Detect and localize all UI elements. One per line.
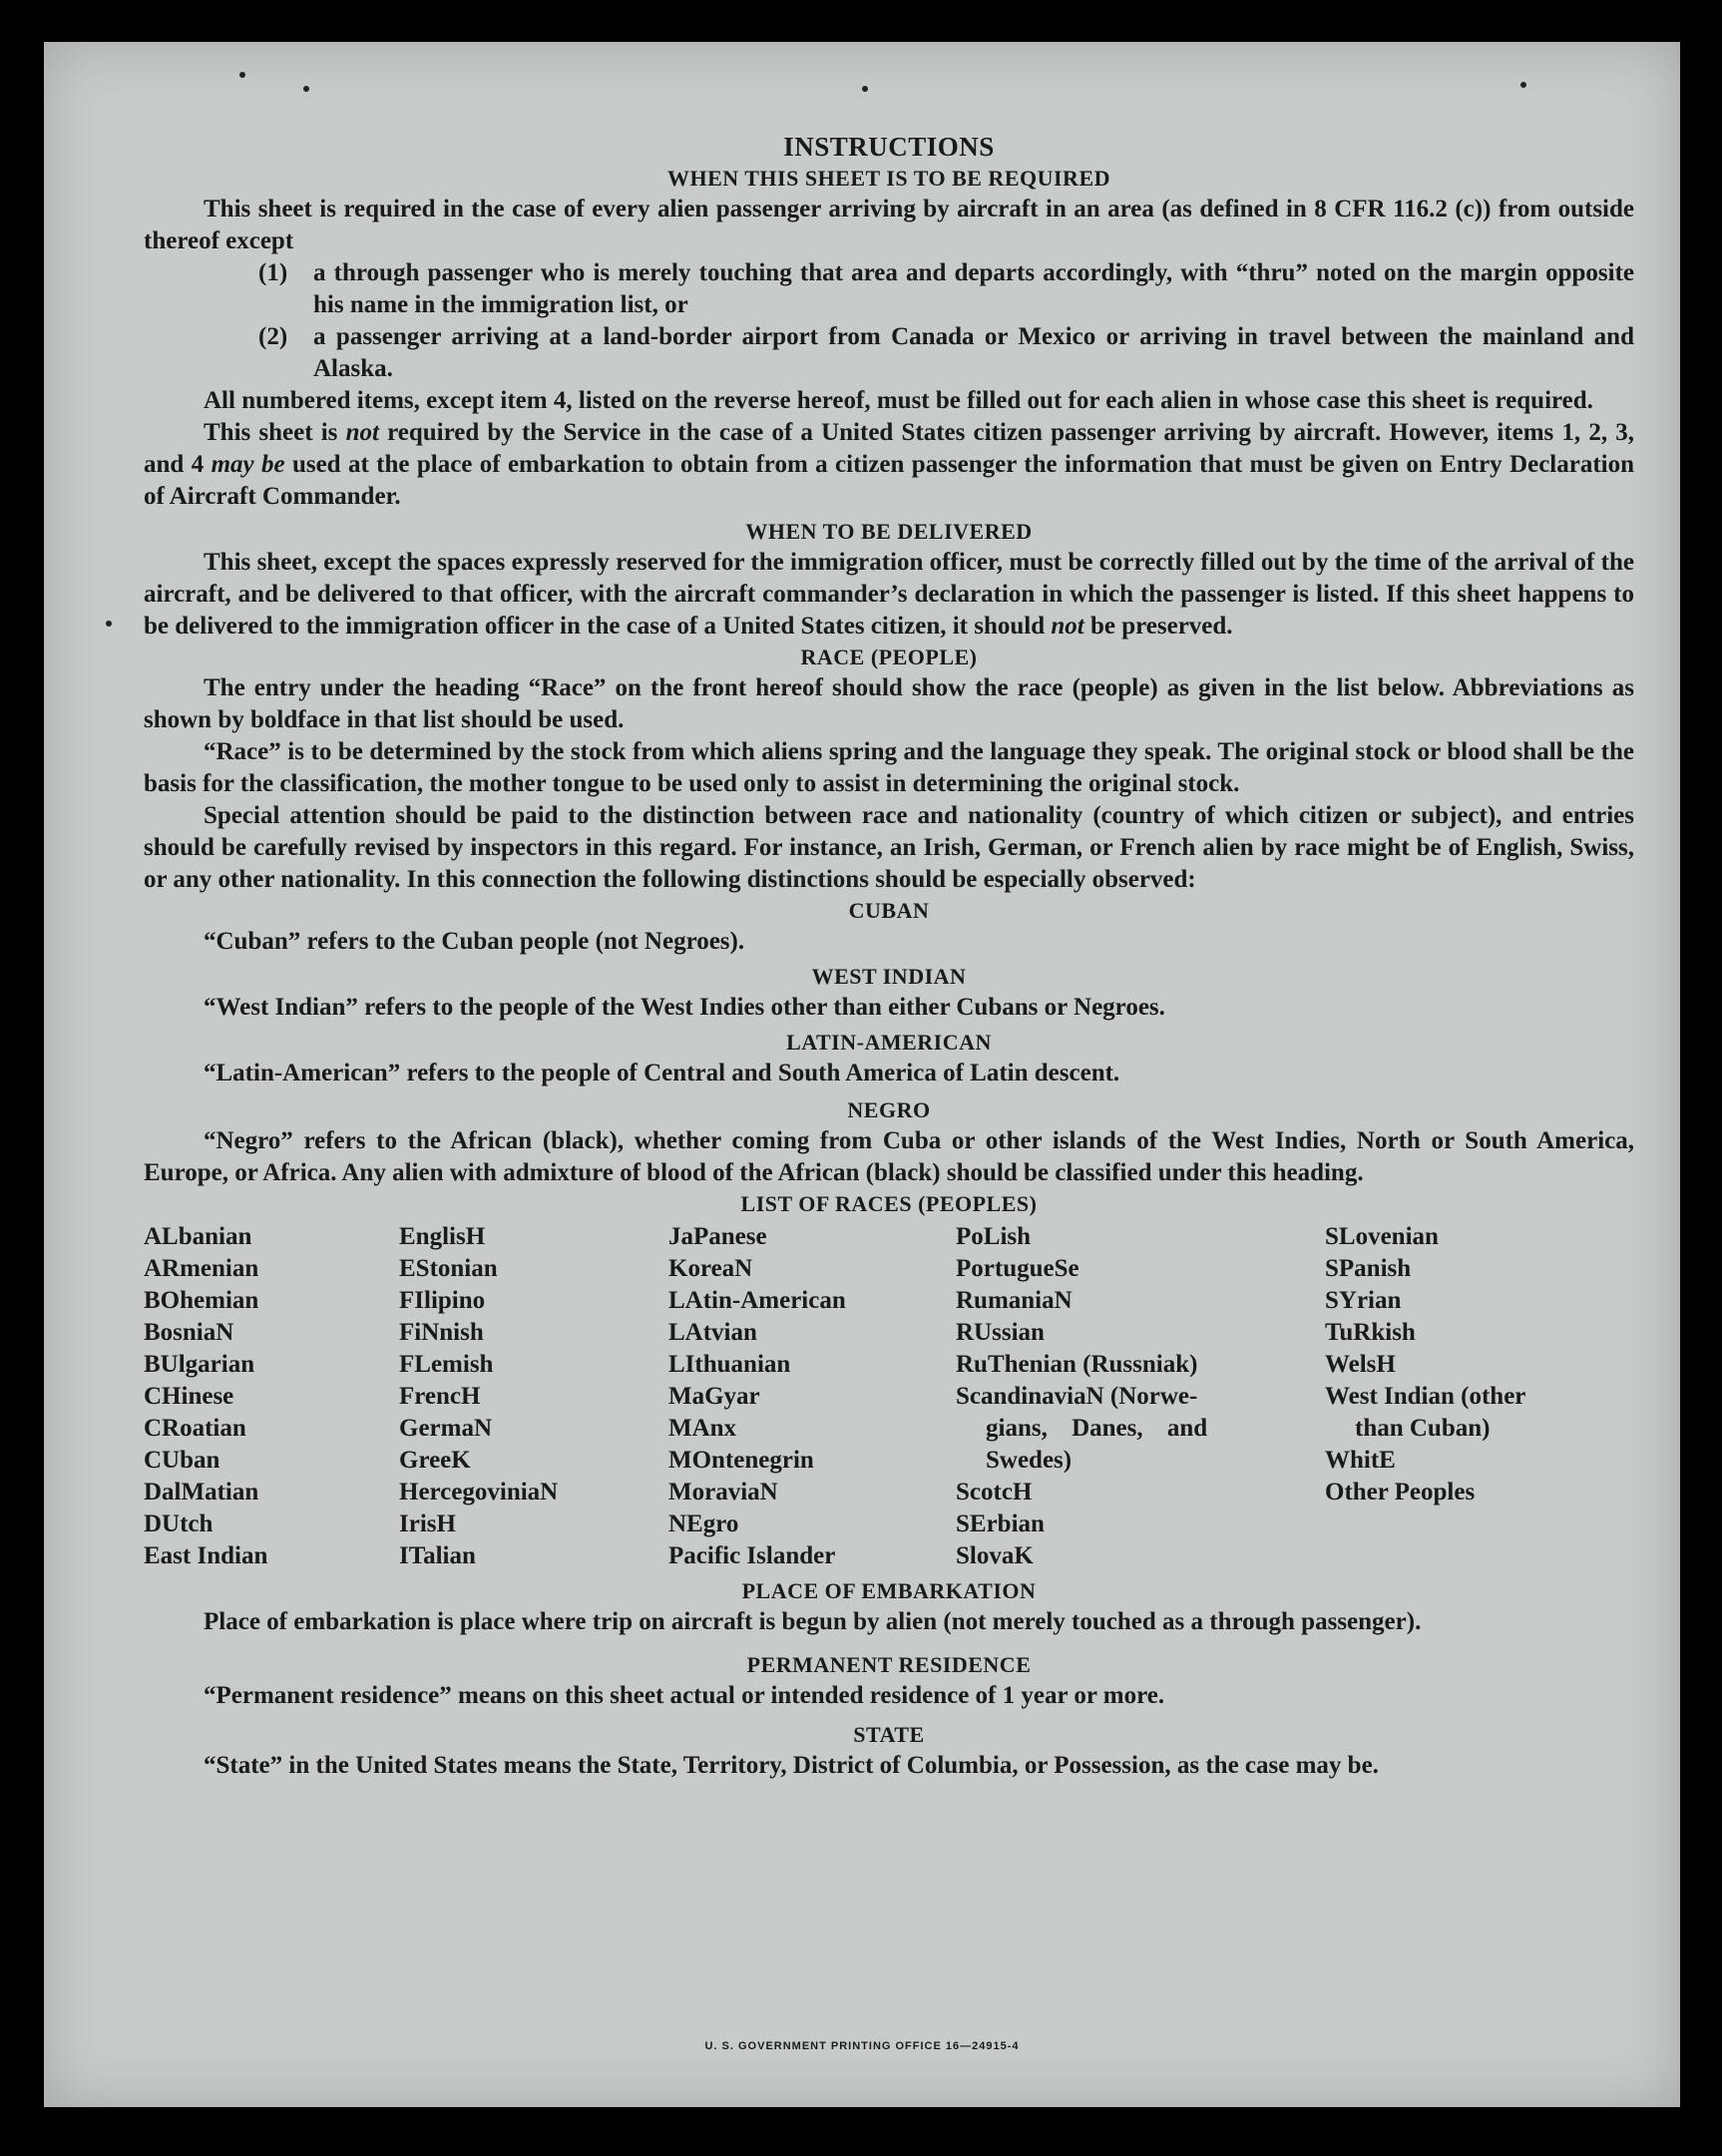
section-heading-delivered: WHEN TO BE DELIVERED xyxy=(745,519,1033,544)
race-entry: DUtch xyxy=(144,1510,214,1537)
paragraph: “State” in the United States means the State, Territory, District of Columbia, or Possession, as the case may be. xyxy=(204,1752,1379,1779)
paragraph: “Race” is to be determined by the stock from which aliens spring and the language they speak. The original stock or blood shall be the basis for the classification, the mother tongue to be used only to assist in determining the original stock. xyxy=(144,738,1634,797)
race-entry: BOhemian xyxy=(144,1287,259,1314)
race-entry: SLovenian xyxy=(1325,1223,1439,1250)
race-entry: gians, Danes, and xyxy=(986,1415,1208,1442)
item-number: (2) xyxy=(258,323,288,350)
section-heading-race: RACE (PEOPLE) xyxy=(800,645,978,669)
race-entry: MOntenegrin xyxy=(668,1447,814,1474)
race-entry: GermaN xyxy=(399,1415,493,1442)
race-entry: PortugueSe xyxy=(956,1255,1079,1282)
section-heading-embarkation: PLACE OF EMBARKATION xyxy=(741,1578,1037,1603)
paragraph: This sheet is not required by the Service in the case of a United States citizen passenger arriving by aircraft. However, items 1, 2, 3, and 4 may be used at the place of embarkation to obtain from a citizen passenger the information that must be given on Entry Declaration of Aircraft Commander. xyxy=(144,419,1635,510)
race-entry: HercegoviniaN xyxy=(399,1479,559,1506)
race-entry: JaPanese xyxy=(668,1223,767,1250)
race-entry: MAnx xyxy=(668,1415,737,1442)
section-heading-cuban: CUBAN xyxy=(848,898,930,923)
punch-mark xyxy=(862,86,868,92)
race-entry: ScandinaviaN (Norwe- xyxy=(956,1383,1198,1410)
race-entry: LAtvian xyxy=(668,1319,757,1346)
race-entry: PoLish xyxy=(956,1223,1032,1250)
item-number: (1) xyxy=(258,259,288,286)
paragraph: This sheet is required in the case of every alien passenger arriving by aircraft in an area (as defined in 8 CFR 116.2 (c)) from outside thereof except xyxy=(144,196,1634,254)
punch-mark xyxy=(303,86,309,92)
item-text: a through passenger who is merely touching that area and departs accordingly, with “thru” noted on the margin opposite his name in the immigration list, or xyxy=(313,259,1634,318)
race-entry: SPanish xyxy=(1325,1255,1412,1282)
paragraph: “Latin-American” refers to the people of Central and South America of Latin descent. xyxy=(204,1060,1120,1086)
race-entry: EnglisH xyxy=(399,1223,486,1250)
race-entry: ITalian xyxy=(399,1542,476,1569)
race-entry: LIthuanian xyxy=(668,1351,791,1378)
printing-office-footer: U. S. GOVERNMENT PRINTING OFFICE 16—24915-4 xyxy=(704,2040,1020,2052)
section-heading-state: STATE xyxy=(853,1722,925,1747)
punch-mark xyxy=(106,621,112,627)
paragraph: Special attention should be paid to the distinction between race and nationality (country of which citizen or subject), and entries should be carefully revised by inspectors in this regard. For instance, an Irish, German, or French alien by race might be of English, Swiss, or any other nationality. In this connection the following distinctions should be especially observed: xyxy=(144,802,1634,893)
race-entry: Swedes) xyxy=(986,1447,1073,1474)
section-heading-permanent-residence: PERMANENT RESIDENCE xyxy=(746,1652,1032,1677)
race-entry: EStonian xyxy=(399,1255,498,1282)
race-entry: ARmenian xyxy=(144,1255,259,1282)
race-entry: KoreaN xyxy=(668,1255,753,1282)
paragraph: The entry under the heading “Race” on the front hereof should show the race (people) as given in the list below. Abbreviations as shown by boldface in that list should be used. xyxy=(144,674,1634,733)
race-entry: Other Peoples xyxy=(1325,1479,1476,1506)
paragraph: “Cuban” refers to the Cuban people (not Negroes). xyxy=(204,928,745,955)
list-item xyxy=(258,321,1634,385)
races-list xyxy=(144,1221,1634,1572)
item-text: a passenger arriving at a land-border airport from Canada or Mexico or arriving in travel between the mainland and Alaska. xyxy=(313,323,1634,382)
paragraph: “West Indian” refers to the people of the West Indies other than either Cubans or Negroes. xyxy=(204,994,1165,1021)
race-entry: West Indian (other xyxy=(1325,1383,1526,1410)
race-entry: CHinese xyxy=(144,1383,234,1410)
race-entry: WhitE xyxy=(1325,1447,1396,1474)
paragraph: “Negro” refers to the African (black), whether coming from Cuba or other islands of the West Indies, North or South America, Europe, or Africa. Any alien with admixture of blood of the African (black) should be classified under this heading. xyxy=(144,1127,1634,1186)
section-heading-west-indian: WEST INDIAN xyxy=(811,964,967,989)
race-entry: RuThenian (Russniak) xyxy=(956,1351,1198,1378)
races-column xyxy=(668,1221,956,1572)
punch-mark xyxy=(239,72,245,78)
race-entry: MoraviaN xyxy=(668,1479,778,1506)
race-entry: MaGyar xyxy=(668,1383,760,1410)
race-entry: IrisH xyxy=(399,1510,456,1537)
document-sheet xyxy=(44,42,1680,2107)
race-entry: BosniaN xyxy=(144,1319,234,1346)
race-entry: FrencH xyxy=(399,1383,481,1410)
race-entry: CUban xyxy=(144,1447,220,1474)
paragraph: All numbered items, except item 4, listed on the reverse hereof, must be filled out for each alien in whose case this sheet is required. xyxy=(204,387,1593,414)
section-heading-negro: NEGRO xyxy=(847,1097,931,1122)
race-entry: SlovaK xyxy=(956,1542,1034,1569)
section-heading-list-of-races: LIST OF RACES (PEOPLES) xyxy=(740,1191,1038,1216)
races-column xyxy=(1325,1221,1634,1572)
punch-mark xyxy=(1520,82,1526,88)
race-entry: SYrian xyxy=(1325,1287,1402,1314)
races-column xyxy=(399,1221,668,1572)
race-entry: FiNnish xyxy=(399,1319,484,1346)
race-entry: WelsH xyxy=(1325,1351,1396,1378)
race-entry: GreeK xyxy=(399,1447,471,1474)
race-entry: ALbanian xyxy=(144,1223,252,1250)
list-item xyxy=(258,257,1634,321)
race-entry: LAtin-American xyxy=(668,1287,846,1314)
races-column xyxy=(144,1221,399,1572)
paragraph: Place of embarkation is place where trip on aircraft is begun by alien (not merely touched as a through passenger). xyxy=(204,1608,1422,1635)
race-entry: NEgro xyxy=(668,1510,739,1537)
race-entry: TuRkish xyxy=(1325,1319,1416,1346)
race-entry: SErbian xyxy=(956,1510,1045,1537)
section-heading-latin-american: LATIN-AMERICAN xyxy=(786,1030,992,1055)
race-entry: RumaniaN xyxy=(956,1287,1073,1314)
races-column xyxy=(956,1221,1325,1572)
race-entry: FIlipino xyxy=(399,1287,486,1314)
race-entry: DalMatian xyxy=(144,1479,259,1506)
race-entry: East Indian xyxy=(144,1542,268,1569)
paragraph: This sheet, except the spaces expressly reserved for the immigration officer, must be correctly filled out by the time of the arrival of the aircraft, and be delivered to that officer, with the aircraft commander’s declaration in which the passenger is listed. If this sheet happens to be delivered to the immigration officer in the case of a United States citizen, it should not be preserved. xyxy=(144,549,1634,640)
instructions-content xyxy=(144,130,1634,1782)
race-entry: CRoatian xyxy=(144,1415,246,1442)
race-entry: Pacific Islander xyxy=(668,1542,836,1569)
section-heading-required: WHEN THIS SHEET IS TO BE REQUIRED xyxy=(666,166,1111,191)
race-entry: than Cuban) xyxy=(1355,1415,1491,1442)
race-entry: BUlgarian xyxy=(144,1351,255,1378)
paragraph: “Permanent residence” means on this sheet actual or intended residence of 1 year or more. xyxy=(204,1682,1165,1709)
page-title: INSTRUCTIONS xyxy=(783,132,995,162)
race-entry: FLemish xyxy=(399,1351,494,1378)
race-entry: ScotcH xyxy=(956,1479,1033,1506)
race-entry: RUssian xyxy=(956,1319,1045,1346)
